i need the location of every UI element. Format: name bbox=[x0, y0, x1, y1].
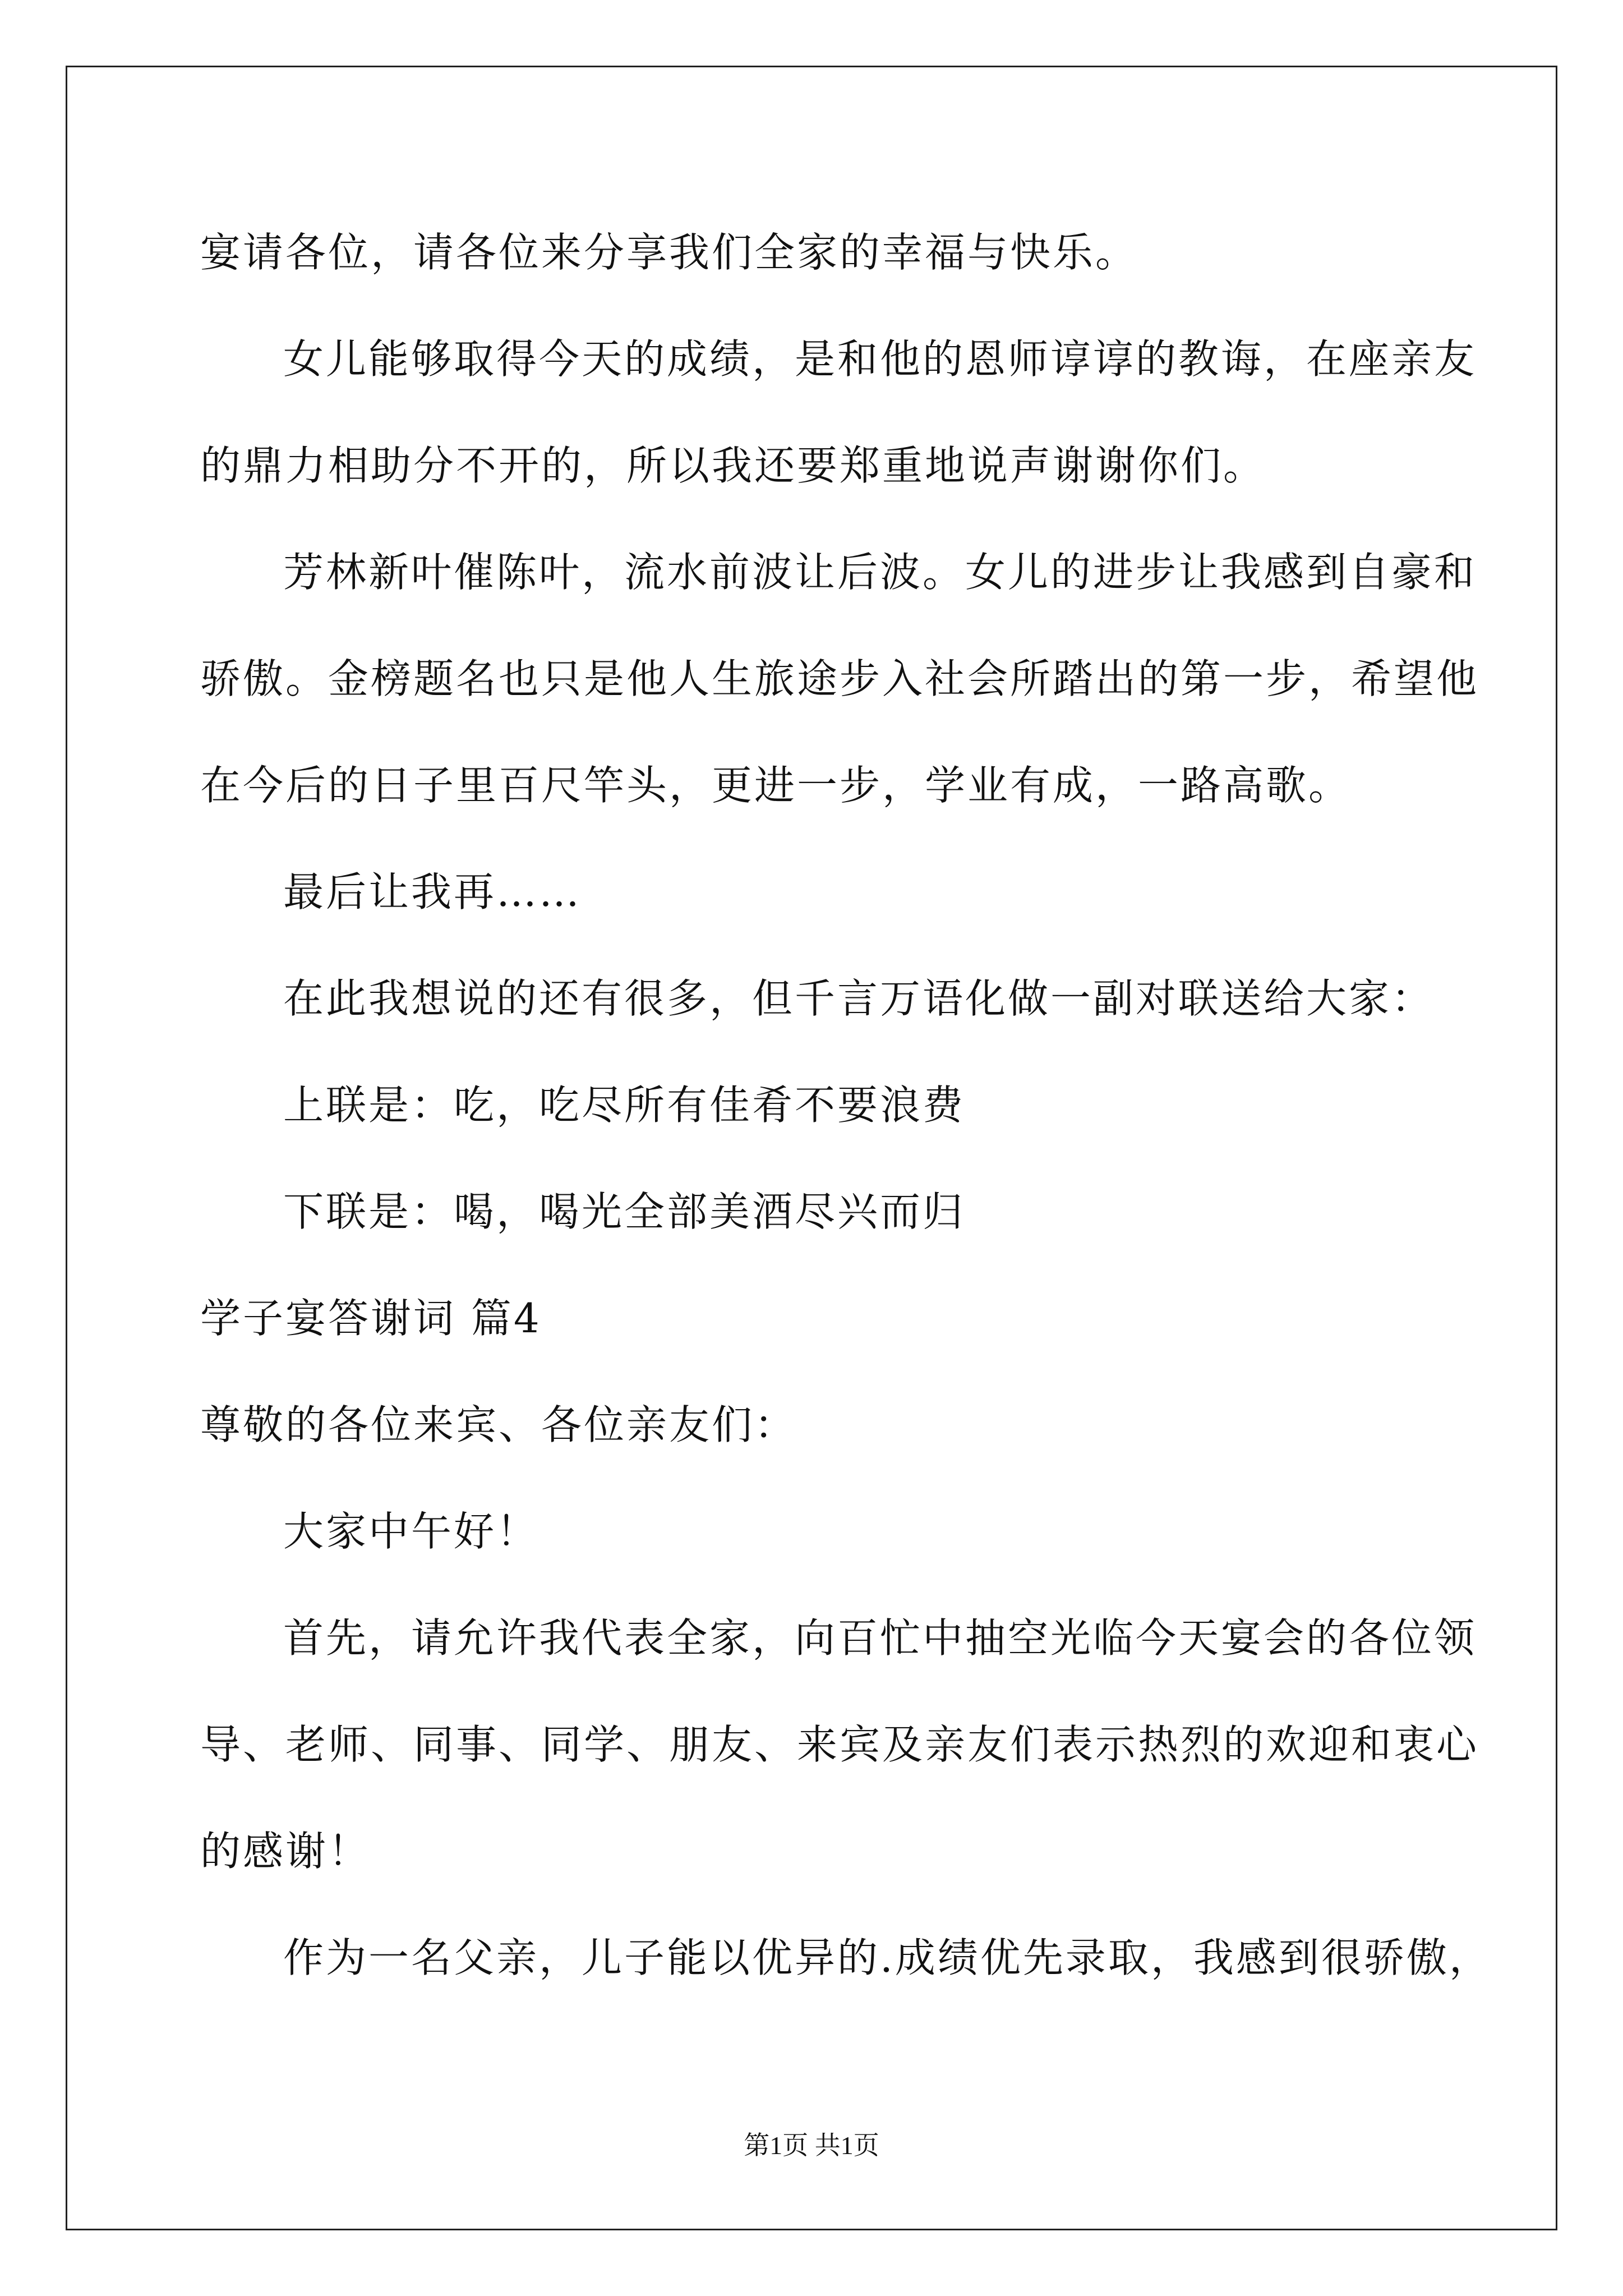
greeting: 大家中午好！ bbox=[283, 1508, 540, 1555]
paragraph-line: 宴请各位，请各位来分享我们全家的幸福与快乐。 bbox=[200, 229, 1138, 276]
page-footer: 第1页 共1页 bbox=[744, 2131, 879, 2160]
paragraph-line: 芳林新叶催陈叶，流水前波让后波。女儿的进步让我感到自豪和 bbox=[283, 549, 1477, 596]
paragraph-line: 最后让我再…… bbox=[283, 868, 582, 915]
paragraph-line: 的感谢！ bbox=[200, 1828, 371, 1875]
salutation: 尊敬的各位来宾、各位亲友们： bbox=[200, 1401, 797, 1448]
paragraph-line: 在此我想说的还有很多，但千言万语化做一副对联送给大家： bbox=[283, 975, 1435, 1022]
couplet-first-line: 上联是：吃，吃尽所有佳肴不要浪费 bbox=[283, 1082, 966, 1129]
couplet-second-line: 下联是：喝，喝光全部美酒尽兴而归 bbox=[283, 1188, 966, 1235]
section-heading: 学子宴答谢词 篇4 bbox=[200, 1295, 542, 1342]
paragraph-line: 导、老师、同事、同学、朋友、来宾及亲友们表示热烈的欢迎和衷心 bbox=[200, 1721, 1479, 1768]
page-border bbox=[66, 66, 1557, 2230]
paragraph-line: 骄傲。金榜题名也只是他人生旅途步入社会所踏出的第一步，希望他 bbox=[200, 655, 1479, 702]
paragraph-line: 作为一名父亲，儿子能以优异的.成绩优先录取，我感到很骄傲， bbox=[283, 1934, 1492, 1981]
paragraph-line: 的鼎力相助分不开的，所以我还要郑重地说声谢谢你们。 bbox=[200, 442, 1266, 489]
paragraph-line: 女儿能够取得今天的成绩，是和他的恩师谆谆的教诲，在座亲友 bbox=[283, 335, 1477, 383]
paragraph-line: 在今后的日子里百尺竿头，更进一步，学业有成，一路高歌。 bbox=[200, 762, 1352, 809]
paragraph-line: 首先，请允许我代表全家，向百忙中抽空光临今天宴会的各位领 bbox=[283, 1614, 1477, 1662]
